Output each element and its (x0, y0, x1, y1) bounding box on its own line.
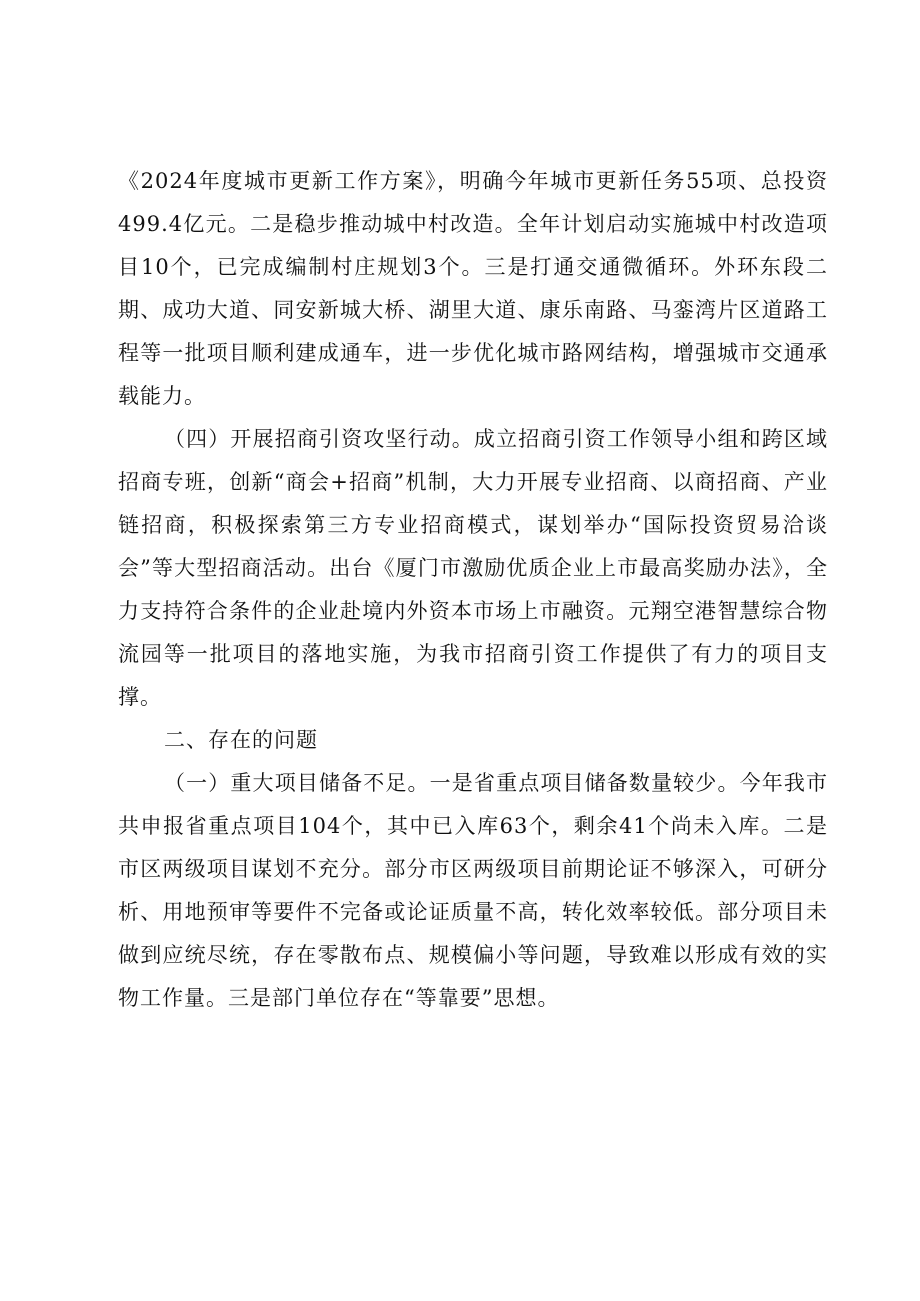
section-heading-problems: 二、存在的问题 (164, 728, 318, 752)
paragraph-project-reserve: （一）重大项目储备不足。一是省重点项目储备数量较少。今年我市共申报省重点项目104个，其中已入库63个，剩余41个尚未入库。二是市区两级项目谋划不充分。部分市区两级项目前期论证不够深入，可研分析、用地预审等要件不完备或论证质量不高，转化效率较低。部分项目未做到应统尽统，存在零散布点、规模偏小等问题，导致难以形成有效的实物工作量。三是部门单位存在“等靠要”思想。 (118, 771, 828, 1010)
paragraph-investment-promotion: （四）开展招商引资攻坚行动。成立招商引资工作领导小组和跨区域招商专班，创新“商会+招商”机制，大力开展专业招商、以商招商、产业链招商，积极探索第三方专业招商模式，谋划举办“国际投资贸易洽谈会”等大型招商活动。出台《厦门市激励优质企业上市最高奖励办法》，全力支持符合条件的企业赴境内外资本市场上市融资。元翔空港智慧综合物流园等一批项目的落地实施，为我市招商引资工作提供了有力的项目支撑。 (118, 427, 828, 709)
paragraph-city-renewal: 《2024年度城市更新工作方案》，明确今年城市更新任务55项、总投资499.4亿元。二是稳步推动城中村改造。全年计划启动实施城中村改造项目10个，已完成编制村庄规划3个。三是打通交通微循环。外环东段二期、成功大道、同安新城大桥、湖里大道、康乐南路、马銮湾片区道路工程等一批项目顺利建成通车，进一步优化城市路网结构，增强城市交通承载能力。 (118, 169, 828, 408)
document-body (118, 160, 828, 1020)
